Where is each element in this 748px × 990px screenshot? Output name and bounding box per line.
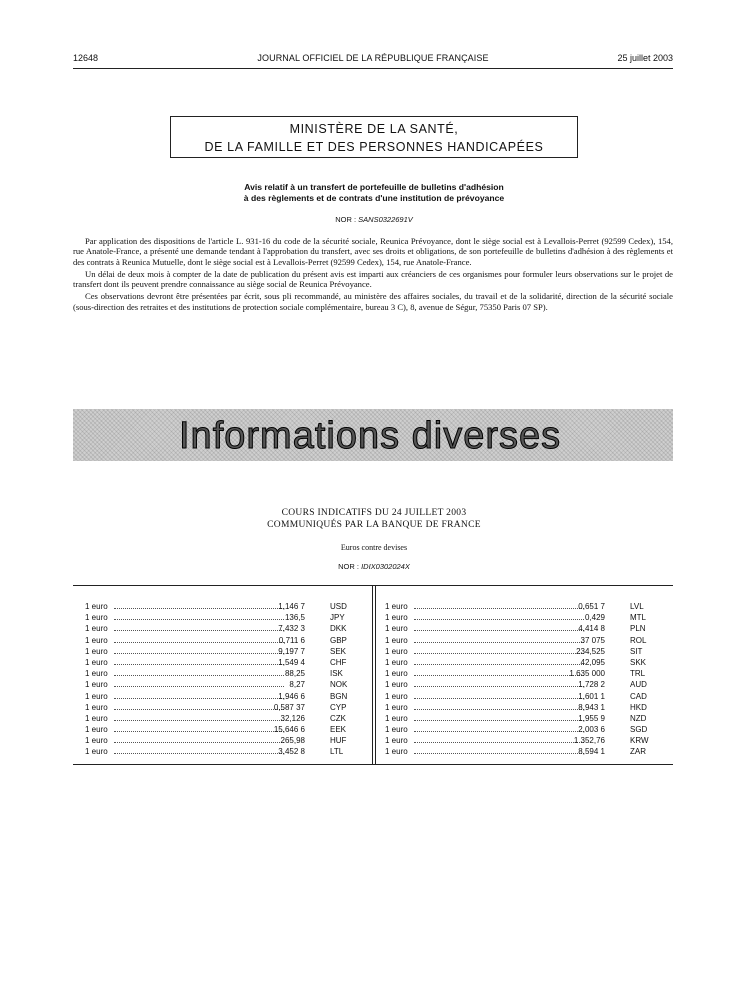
rate-value: 1 352,76 bbox=[573, 736, 605, 746]
rate-value: 8,594 1 bbox=[578, 747, 605, 757]
rate-value: 1,955 9 bbox=[578, 713, 605, 723]
dot-leader bbox=[414, 686, 584, 687]
currency-code: MTL bbox=[630, 613, 646, 623]
rate-label: 1 euro bbox=[385, 725, 408, 735]
dot-leader bbox=[114, 731, 284, 732]
rate-value: 7,432 3 bbox=[278, 624, 305, 634]
rate-label: 1 euro bbox=[385, 646, 408, 656]
section-banner-title: Informations diverses bbox=[179, 415, 562, 457]
avis-nor-code: SANS0322691V bbox=[358, 215, 413, 224]
rate-label: 1 euro bbox=[385, 613, 408, 623]
rate-row bbox=[85, 657, 380, 668]
rate-label: 1 euro bbox=[85, 624, 108, 634]
rate-label: 1 euro bbox=[385, 736, 408, 746]
rate-label: 1 euro bbox=[385, 713, 408, 723]
exchange-rates-table bbox=[73, 585, 673, 765]
rate-row bbox=[385, 735, 680, 746]
dot-leader bbox=[414, 698, 584, 699]
dot-leader bbox=[114, 686, 284, 687]
issue-date: 25 juillet 2003 bbox=[617, 53, 673, 63]
dot-leader bbox=[114, 642, 284, 643]
rate-row bbox=[385, 646, 680, 657]
avis-paragraph: Par application des dispositions de l'article L. 931-16 du code de la sécurité sociale, Reunica Prévoyance, dont le siège social est à Levallois-Perret (92599 Cedex), 154, rue Anatole-France, a présenté une demande tendant à l'approbation du transfert, avec ses droits et obligations, de son portefeuille de bulletins d'adhésion à des règlements et des contrats à Reunica Mutuelle, dont le siège social est à Levallois-Perret (92599 Cedex), 154, rue Anatole-France. bbox=[73, 236, 673, 267]
journal-title: JOURNAL OFFICIEL DE LA RÉPUBLIQUE FRANÇAISE bbox=[257, 53, 489, 63]
rate-label: 1 euro bbox=[385, 602, 408, 611]
rate-row bbox=[385, 746, 680, 757]
currency-code: LTL bbox=[330, 747, 344, 757]
ministry-line-1: MINISTÈRE DE LA SANTÉ, bbox=[289, 122, 459, 136]
rate-value: 9,197 7 bbox=[278, 646, 305, 656]
currency-code: CHF bbox=[330, 657, 347, 667]
rate-value: 4,414 8 bbox=[578, 624, 605, 634]
dot-leader bbox=[414, 653, 584, 654]
rate-label: 1 euro bbox=[85, 646, 108, 656]
rate-value: 3,452 8 bbox=[278, 747, 305, 757]
rate-label: 1 euro bbox=[85, 602, 108, 611]
rate-row bbox=[385, 623, 680, 634]
currency-code: JPY bbox=[330, 613, 345, 623]
rate-value: 1 635 000 bbox=[569, 669, 605, 679]
rate-row bbox=[85, 601, 380, 612]
section-banner bbox=[73, 409, 673, 461]
rate-label: 1 euro bbox=[85, 657, 108, 667]
currency-code: SGD bbox=[630, 725, 648, 735]
rate-value: 32,126 bbox=[280, 713, 305, 723]
rate-row bbox=[85, 702, 380, 713]
currency-code: SEK bbox=[330, 646, 347, 656]
rate-label: 1 euro bbox=[385, 747, 408, 757]
rate-value: 88,25 bbox=[284, 669, 305, 679]
currency-code: SKK bbox=[630, 657, 647, 667]
rate-label: 1 euro bbox=[85, 680, 108, 690]
rate-value: 1,728 2 bbox=[578, 680, 605, 690]
currency-code: NZD bbox=[630, 713, 647, 723]
rate-label: 1 euro bbox=[385, 624, 408, 634]
rate-value: 1,946 6 bbox=[278, 691, 305, 701]
rate-row bbox=[385, 691, 680, 702]
rate-label: 1 euro bbox=[385, 702, 408, 712]
dot-leader bbox=[414, 720, 584, 721]
currency-code: LVL bbox=[630, 602, 644, 611]
currency-code: AUD bbox=[630, 680, 647, 690]
avis-paragraph: Ces observations devront être présentées par écrit, sous pli recommandé, au ministère des affaires sociales, du travail et de la solidarité, direction de la sécurité sociale (sous-direction des retraites et des institutions de protection sociale complémentaire, bureau 3 C), 8, avenue de Ségur, 75350 Paris 07 SP). bbox=[73, 291, 673, 312]
rate-row bbox=[385, 657, 680, 668]
rate-value: 0,651 7 bbox=[578, 602, 605, 611]
rate-row bbox=[85, 691, 380, 702]
avis-nor-label: NOR : bbox=[335, 215, 357, 224]
rate-value: 42,095 bbox=[580, 657, 605, 667]
currency-code: HKD bbox=[630, 702, 647, 712]
currency-code: GBP bbox=[330, 635, 347, 645]
currency-code: NOK bbox=[330, 680, 348, 690]
rates-column-left bbox=[85, 601, 380, 758]
dot-leader bbox=[414, 642, 584, 643]
rate-row bbox=[85, 646, 380, 657]
dot-leader bbox=[114, 608, 284, 609]
rate-row bbox=[85, 668, 380, 679]
rate-label: 1 euro bbox=[385, 680, 408, 690]
rate-label: 1 euro bbox=[385, 669, 408, 679]
rate-row bbox=[385, 612, 680, 623]
currency-code: PLN bbox=[630, 624, 646, 634]
rate-label: 1 euro bbox=[85, 747, 108, 757]
cours-title bbox=[170, 507, 578, 531]
currency-code: ROL bbox=[630, 635, 647, 645]
rate-label: 1 euro bbox=[385, 657, 408, 667]
avis-body bbox=[73, 236, 673, 314]
currency-code: CYP bbox=[330, 702, 347, 712]
dot-leader bbox=[114, 709, 284, 710]
dot-leader bbox=[114, 675, 284, 676]
currency-code: HUF bbox=[330, 736, 347, 746]
rate-label: 1 euro bbox=[85, 691, 108, 701]
rate-row bbox=[385, 679, 680, 690]
rate-value: 8,943 1 bbox=[578, 702, 605, 712]
rate-row bbox=[385, 702, 680, 713]
currency-code: TRL bbox=[630, 669, 646, 679]
currency-code: DKK bbox=[330, 624, 347, 634]
rate-row bbox=[85, 623, 380, 634]
rate-value: 15,646 6 bbox=[273, 725, 305, 735]
rate-row bbox=[85, 679, 380, 690]
avis-paragraph: Un délai de deux mois à compter de la date de publication du présent avis est imparti aux créanciers de ces organismes pour formuler leurs observations sur le projet de transfert dont ils peuvent prendre connaissance au siège social de Reunica Prévoyance. bbox=[73, 268, 673, 290]
rate-label: 1 euro bbox=[385, 691, 408, 701]
rate-row bbox=[385, 601, 680, 612]
dot-leader bbox=[114, 742, 284, 743]
rate-label: 1 euro bbox=[85, 713, 108, 723]
rate-label: 1 euro bbox=[85, 736, 108, 746]
dot-leader bbox=[414, 619, 584, 620]
header-divider bbox=[73, 68, 673, 69]
rate-value: 234,525 bbox=[576, 646, 605, 656]
rate-row bbox=[85, 724, 380, 735]
currency-code: BGN bbox=[330, 691, 348, 701]
rate-row bbox=[85, 635, 380, 646]
currency-code: SIT bbox=[630, 646, 643, 656]
dot-leader bbox=[414, 709, 584, 710]
dot-leader bbox=[114, 619, 284, 620]
dot-leader bbox=[114, 698, 284, 699]
dot-leader bbox=[414, 675, 584, 676]
rate-value: 0,711 6 bbox=[278, 635, 305, 645]
page-header bbox=[73, 53, 673, 67]
currency-code: KRW bbox=[630, 736, 649, 746]
ministry-line-2: DE LA FAMILLE ET DES PERSONNES HANDICAPÉES bbox=[204, 140, 544, 154]
rate-label: 1 euro bbox=[85, 702, 108, 712]
dot-leader bbox=[414, 742, 584, 743]
dot-leader bbox=[114, 664, 284, 665]
cours-subtitle: Euros contre devises bbox=[340, 543, 408, 552]
dot-leader bbox=[114, 630, 284, 631]
dot-leader bbox=[114, 753, 284, 754]
rate-value: 136,5 bbox=[284, 613, 305, 623]
rates-column-right bbox=[385, 601, 680, 758]
rate-row bbox=[385, 668, 680, 679]
cours-nor-code: IDIX0302024X bbox=[361, 562, 410, 571]
rate-label: 1 euro bbox=[85, 613, 108, 623]
dot-leader bbox=[414, 731, 584, 732]
currency-code: ISK bbox=[330, 669, 343, 679]
rate-row bbox=[385, 635, 680, 646]
dot-leader bbox=[114, 653, 284, 654]
avis-title bbox=[170, 182, 578, 204]
rate-value: 0,429 bbox=[584, 613, 605, 623]
rate-row bbox=[85, 746, 380, 757]
currency-code: USD bbox=[330, 602, 347, 611]
rate-value: 1,146 7 bbox=[278, 602, 305, 611]
page-number: 12648 bbox=[73, 53, 99, 63]
dot-leader bbox=[114, 720, 284, 721]
avis-nor bbox=[170, 215, 578, 224]
rate-value: 37 075 bbox=[580, 635, 605, 645]
rate-label: 1 euro bbox=[85, 725, 108, 735]
cours-title-line-1: COURS INDICATIFS DU 24 JUILLET 2003 bbox=[281, 508, 467, 518]
ministry-box bbox=[170, 116, 578, 158]
rate-value: 2,003 6 bbox=[578, 725, 605, 735]
dot-leader bbox=[414, 753, 584, 754]
avis-title-line-1: Avis relatif à un transfert de portefeuille de bulletins d'adhésion bbox=[244, 182, 504, 192]
dot-leader bbox=[414, 630, 584, 631]
rate-value: 1,549 4 bbox=[278, 657, 305, 667]
currency-code: CZK bbox=[330, 713, 346, 723]
rate-row bbox=[385, 724, 680, 735]
currency-code: CAD bbox=[630, 691, 647, 701]
rate-label: 1 euro bbox=[385, 635, 408, 645]
dot-leader bbox=[414, 664, 584, 665]
cours-nor bbox=[170, 562, 578, 571]
rate-label: 1 euro bbox=[85, 669, 108, 679]
rate-row bbox=[85, 713, 380, 724]
avis-title-line-2: à des règlements et de contrats d'une institution de prévoyance bbox=[243, 193, 505, 203]
rate-label: 1 euro bbox=[85, 635, 108, 645]
dot-leader bbox=[414, 608, 584, 609]
currency-code: ZAR bbox=[630, 747, 646, 757]
rate-value: 1,601 1 bbox=[578, 691, 605, 701]
rate-row bbox=[85, 735, 380, 746]
cours-title-line-2: COMMUNIQUÉS PAR LA BANQUE DE FRANCE bbox=[267, 520, 481, 530]
cours-nor-label: NOR : bbox=[338, 562, 359, 571]
rate-value: 0,587 37 bbox=[273, 702, 305, 712]
rate-row bbox=[385, 713, 680, 724]
rate-value: 8,27 bbox=[289, 680, 305, 690]
rate-value: 265,98 bbox=[280, 736, 305, 746]
rate-row bbox=[85, 612, 380, 623]
currency-code: EEK bbox=[330, 725, 347, 735]
